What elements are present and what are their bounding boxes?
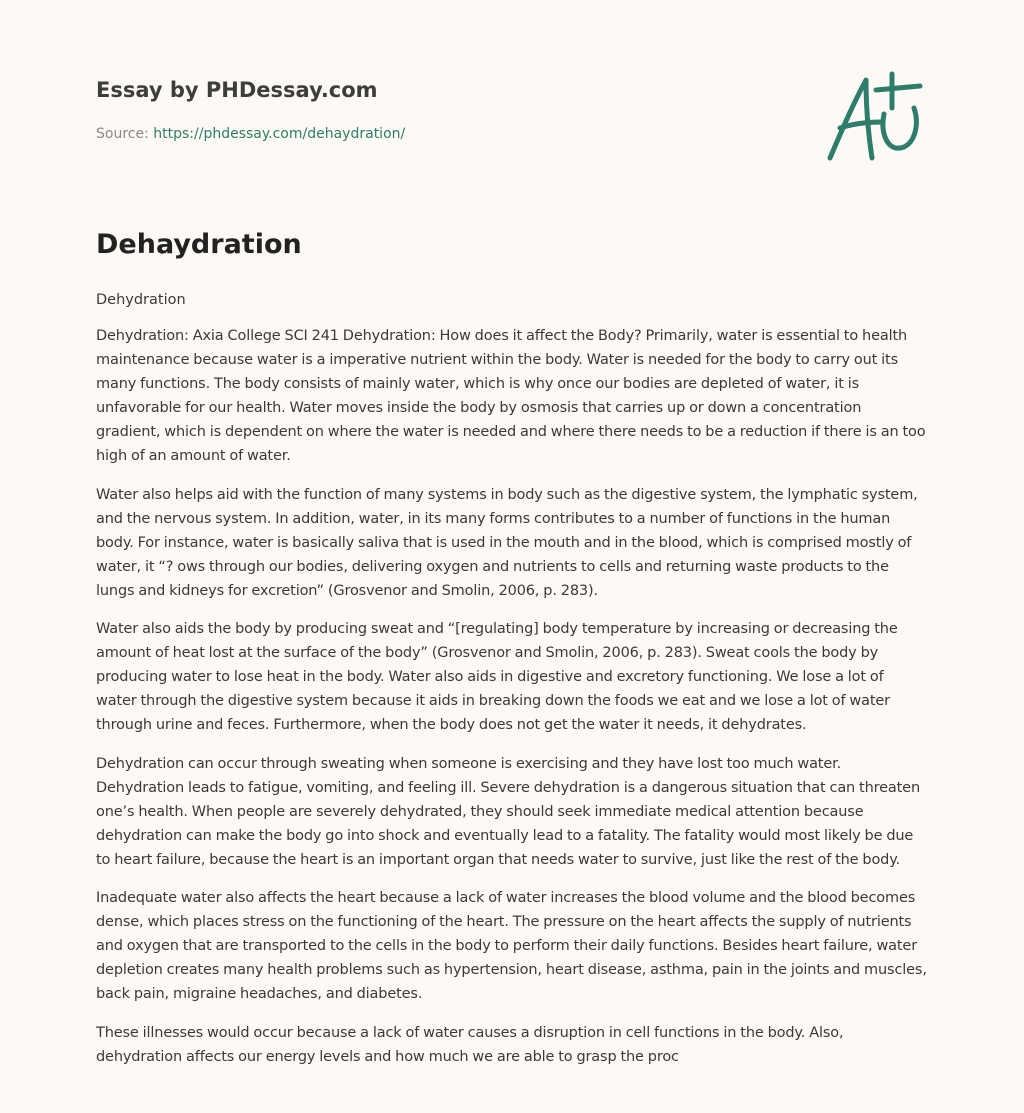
- essay-paragraph: Water also helps aid with the function of many systems in body such as the digestive system, the lymphatic system, and the nervous system. In addition, water, in its many forms contributes to a number of functions in the human body. For instance, water is basically saliva that is used in the mouth and in the blood, which is comprised mostly of water, it “? ows through our bodies, delivering oxygen and nutrients to cells and returning waste products to the lungs and kidneys for excretion” (Grosvenor and Smolin, 2006, p. 283).: [96, 486, 918, 599]
- essay-paragraph: Water also aids the body by producing sweat and “[regulating] body temperature by increasing or decreasing the amount of heat lost at the surface of the body” (Grosvenor and Smolin, 2006, p. 283). Sweat cools the body by producing water to lose heat in the body. Water also aids in digestive and excretory functioning. We lose a lot of water through the digestive system because it aids in breaking down the foods we eat and we lose a lot of water through urine and feces. Furthermore, when the body does not get the water it needs, it dehydrates.: [96, 621, 898, 733]
- essay-paragraph: Dehydration can occur through sweating when someone is exercising and they have lost too much water. Dehydration leads to fatigue, vomiting, and feeling ill. Severe dehydration is a dangerous situation that can threaten one’s health. When people are severely dehydrated, they should seek immediate medical attention because dehydration can make the body go into shock and eventually lead to a fatality. The fatality would most likely be due to heart failure, because the heart is an important organ that needs water to survive, just like the rest of the body.: [96, 755, 920, 868]
- essay-subtitle: Dehydration: [96, 292, 186, 308]
- a-plus-grade-icon: [822, 68, 926, 164]
- site-brand[interactable]: Essay by PHDessay.com: [96, 78, 378, 102]
- source-label: Source:: [96, 126, 149, 142]
- source-link[interactable]: https://phdessay.com/dehaydration/: [153, 126, 406, 142]
- essay-title: Dehaydration: [96, 229, 302, 260]
- page-header: [96, 76, 796, 144]
- essay-paragraph: Dehydration: Axia College SCI 241 Dehydration: How does it affect the Body? Primarily, water is essential to health maintenance because water is a imperative nutrient within the body. Water is needed for the body to carry out its many functions. The body consists of mainly water, which is why once our bodies are depleted of water, it is unfavorable for our health. Water moves inside the body by osmosis that carries up or down a concentration gradient, which is dependent on where the water is needed and where there needs to be a reduction if there is an too high of an amount of water.: [96, 328, 926, 464]
- essay-body: [96, 226, 928, 1083]
- source-line: [96, 124, 796, 144]
- essay-paragraph: These illnesses would occur because a lack of water causes a disruption in cell functions in the body. Also, dehydration affects our energy levels and how much we are able to grasp the proc: [96, 1024, 844, 1065]
- essay-paragraph: Inadequate water also affects the heart because a lack of water increases the blood volume and the blood becomes dense, which places stress on the functioning of the heart. The pressure on the heart affects the supply of nutrients and oxygen that are transported to the cells in the body to perform their daily functions. Besides heart failure, water depletion creates many health problems such as hypertension, heart disease, asthma, pain in the joints and muscles, back pain, migraine headaches, and diabetes.: [96, 890, 927, 1002]
